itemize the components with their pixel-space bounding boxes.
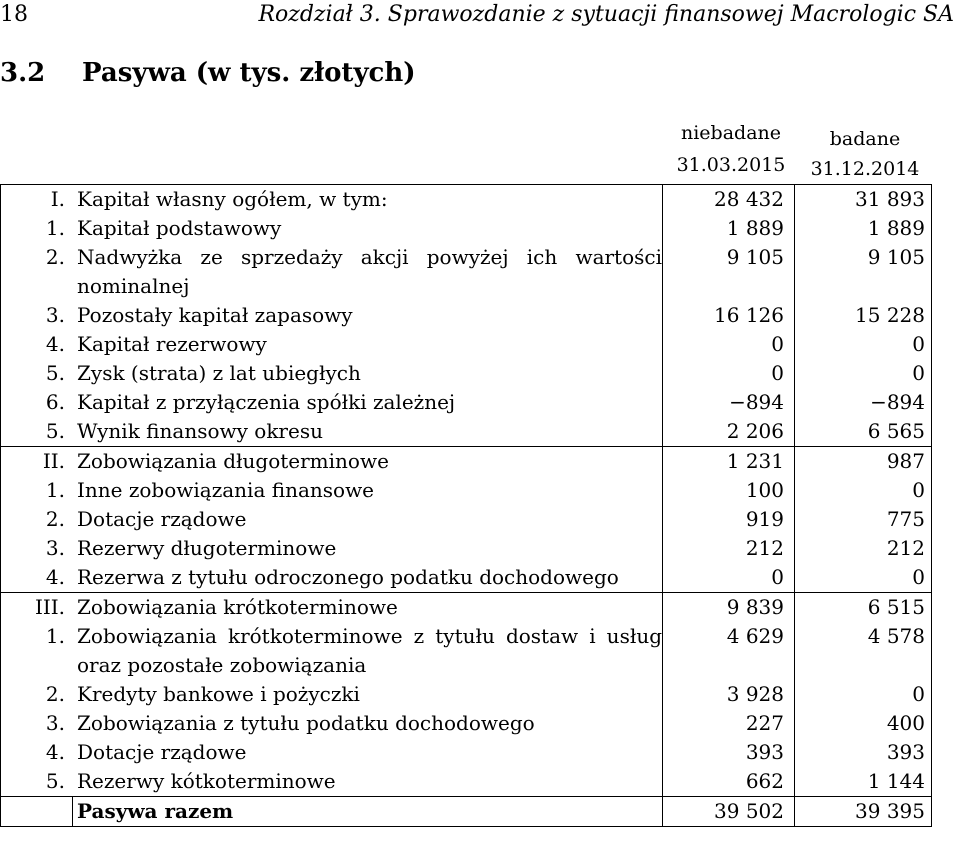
value-2015: 100 — [663, 476, 795, 505]
table-row — [0, 505, 932, 534]
row-label: Dotacje rządowe — [73, 738, 663, 767]
row-number: 4. — [45, 565, 65, 589]
value-2014: 6 515 — [867, 595, 925, 619]
table-row — [0, 738, 932, 767]
value-2015: 16 126 — [663, 301, 795, 330]
row-number: 5. — [45, 419, 65, 443]
value-2015: 393 — [663, 738, 795, 767]
table-row — [0, 622, 932, 680]
row-label: Rezerwa z tytułu odroczonego podatku dochodowego — [73, 563, 663, 592]
value-2014: 212 — [886, 536, 925, 560]
value-2014: 775 — [886, 507, 925, 531]
value-2014: 0 — [912, 332, 925, 356]
col1-date: 31.03.2015 — [676, 154, 786, 176]
table-row — [0, 534, 932, 563]
table-row — [0, 446, 932, 476]
value-2014: 0 — [912, 565, 925, 589]
row-number: I. — [50, 187, 65, 211]
row-label: Inne zobowiązania finansowe — [73, 476, 663, 505]
value-2015: 919 — [663, 505, 795, 534]
value-2015: 0 — [663, 563, 795, 592]
value-2014: −894 — [870, 390, 925, 414]
value-2015: 2 206 — [663, 417, 795, 446]
row-number: 2. — [45, 507, 65, 531]
value-2014: 1 144 — [867, 769, 925, 793]
row-label: Pozostały kapitał zapasowy — [73, 301, 663, 330]
value-2015: 662 — [663, 767, 795, 796]
row-label: Rezerwy kótkoterminowe — [73, 767, 663, 796]
row-label: Zysk (strata) z lat ubiegłych — [73, 359, 663, 388]
row-label: Zobowiązania krótkoterminowe — [73, 593, 663, 622]
total-spacer — [1, 797, 73, 826]
value-2015: 0 — [663, 359, 795, 388]
table-row — [0, 592, 932, 622]
value-2015: 0 — [663, 330, 795, 359]
col2-status: badane — [829, 128, 901, 150]
row-number: III. — [34, 595, 65, 619]
row-number: 4. — [45, 740, 65, 764]
value-2015: 227 — [663, 709, 795, 738]
row-label: Zobowiązania z tytułu podatku dochodowego — [73, 709, 663, 738]
col1-status: niebadane — [680, 122, 782, 144]
row-label: Kapitał rezerwowy — [73, 330, 663, 359]
row-number: 1. — [45, 216, 65, 240]
value-2014: 4 578 — [867, 624, 925, 648]
value-2014: 15 228 — [855, 303, 925, 327]
value-2015: 9 839 — [663, 593, 795, 622]
row-number: 5. — [45, 769, 65, 793]
row-label: Kapitał z przyłączenia spółki zależnej — [73, 388, 663, 417]
page-number: 18 — [0, 2, 28, 27]
row-number: 2. — [45, 682, 65, 706]
total-2014: 39 395 — [855, 799, 925, 823]
table-body — [0, 184, 932, 827]
row-label: Zobowiązania krótkoterminowe z tytułu dostaw i usług oraz pozostałe zobowiązania — [73, 622, 663, 680]
value-2014: 31 893 — [855, 187, 925, 211]
table-row — [0, 563, 932, 592]
value-2015: −894 — [663, 388, 795, 417]
row-number: 1. — [45, 478, 65, 502]
total-label: Pasywa razem — [73, 797, 663, 826]
table-row — [0, 301, 932, 330]
value-2015: 1 889 — [663, 214, 795, 243]
table-row — [0, 184, 932, 214]
row-label: Zobowiązania długoterminowe — [73, 447, 663, 476]
row-label: Rezerwy długoterminowe — [73, 534, 663, 563]
table-row — [0, 243, 932, 301]
table-row — [0, 476, 932, 505]
value-2015: 1 231 — [663, 447, 795, 476]
table-row — [0, 388, 932, 417]
total-row — [0, 796, 932, 827]
value-2015: 3 928 — [663, 680, 795, 709]
value-2014: 987 — [886, 449, 925, 473]
row-number: 3. — [45, 303, 65, 327]
row-label: Kapitał własny ogółem, w tym: — [73, 185, 663, 214]
row-label: Kredyty bankowe i pożyczki — [73, 680, 663, 709]
row-number: 6. — [45, 390, 65, 414]
row-number: 2. — [45, 245, 65, 269]
table-row — [0, 680, 932, 709]
row-label: Nadwyżka ze sprzedaży akcji powyżej ich wartości nominalnej — [73, 243, 663, 301]
row-label: Kapitał podstawowy — [73, 214, 663, 243]
row-number: 3. — [45, 711, 65, 735]
value-2015: 9 105 — [663, 243, 795, 301]
value-2014: 6 565 — [867, 419, 925, 443]
value-2015: 212 — [663, 534, 795, 563]
row-number: 3. — [45, 536, 65, 560]
table-row — [0, 767, 932, 796]
value-2015: 4 629 — [663, 622, 795, 680]
liabilities-table — [0, 114, 932, 827]
running-title: Rozdział 3. Sprawozdanie z sytuacji finansowej Macrologic SA — [258, 2, 954, 27]
row-label: Wynik finansowy okresu — [73, 417, 663, 446]
row-number: II. — [42, 449, 65, 473]
col2-date: 31.12.2014 — [810, 158, 920, 180]
row-number: 4. — [45, 332, 65, 356]
table-row — [0, 417, 932, 446]
table-column-headers — [0, 114, 932, 184]
value-2014: 1 889 — [867, 216, 925, 240]
value-2014: 400 — [886, 711, 925, 735]
row-number: 5. — [45, 361, 65, 385]
value-2014: 0 — [912, 361, 925, 385]
table-row — [0, 214, 932, 243]
table-row — [0, 709, 932, 738]
value-2014: 393 — [886, 740, 925, 764]
total-2015: 39 502 — [663, 797, 795, 826]
value-2015: 28 432 — [663, 185, 795, 214]
row-number: 1. — [45, 624, 65, 648]
table-row — [0, 359, 932, 388]
value-2014: 0 — [912, 478, 925, 502]
row-label: Dotacje rządowe — [73, 505, 663, 534]
table-row — [0, 330, 932, 359]
section-title: Pasywa (w tys. złotych) — [82, 58, 416, 88]
value-2014: 0 — [912, 682, 925, 706]
value-2014: 9 105 — [867, 245, 925, 269]
section-number: 3.2 — [0, 58, 46, 88]
